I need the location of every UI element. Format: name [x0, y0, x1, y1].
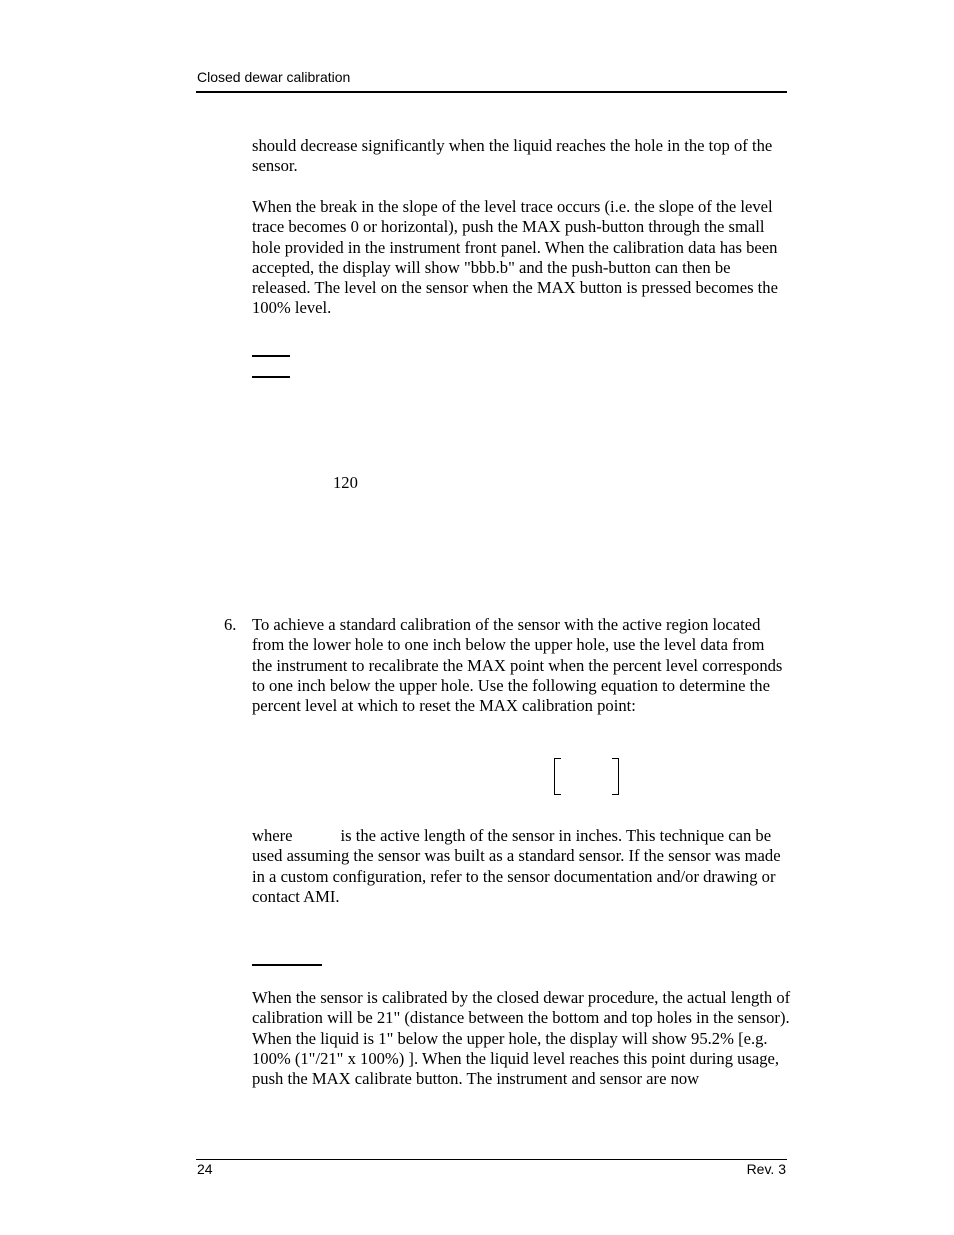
header-rule: [196, 91, 787, 93]
where-explanation: is the active length of the sensor in inches. This technique can be used assuming the sensor was built as a standard sensor. If the sensor was made in a custom configuration, refer to the sensor documentation and/or drawing or contact AMI.: [252, 826, 781, 906]
running-header: Closed dewar calibration: [197, 69, 351, 85]
page-number: 24: [197, 1161, 213, 1177]
paragraph-max-calibration: When the break in the slope of the level trace occurs (i.e. the slope of the level trace becomes 0 or horizontal), push the MAX push-button through the small hole provided in the instrument front panel. When the calibration data has been accepted, the display will show "bbb.b" and the push-button can then be released. The level on the sensor when the MAX button is pressed becomes the 100% level.: [252, 197, 778, 318]
figure-label: 120: [333, 473, 358, 492]
revision-label: Rev. 3: [746, 1161, 786, 1177]
equation-left-bracket: [554, 758, 561, 795]
example-paragraph: When the sensor is calibrated by the closed dewar procedure, the actual length of calibration will be 21" (distance between the bottom and top holes in the sensor). When the liquid is 1" below the upper hole, the display will show 95.2% [e.g. 100% (1"/21" x 100%) ]. When the liquid level reaches this point during usage, push the MAX calibrate button. The instrument and sensor are now: [252, 988, 791, 1089]
example-rule: [252, 964, 322, 966]
where-paragraph: [252, 826, 792, 907]
footer-rule: [196, 1159, 787, 1160]
step-6-text: To achieve a standard calibration of the sensor with the active region located from the lower hole to one inch below the upper hole, use the level data from the instrument to recalibrate the MAX point when the percent level corresponds to one inch below the upper hole. Use the following equation to determine the percent level at which to reset the MAX calibration point:: [252, 615, 783, 716]
step-number: 6.: [224, 615, 237, 634]
where-word: where: [252, 826, 293, 845]
note-rule-bottom: [252, 376, 290, 378]
paragraph-continuation: should decrease significantly when the liquid reaches the hole in the top of the sensor.: [252, 136, 773, 176]
equation-right-bracket: [612, 758, 619, 795]
note-rule-top: [252, 355, 290, 357]
